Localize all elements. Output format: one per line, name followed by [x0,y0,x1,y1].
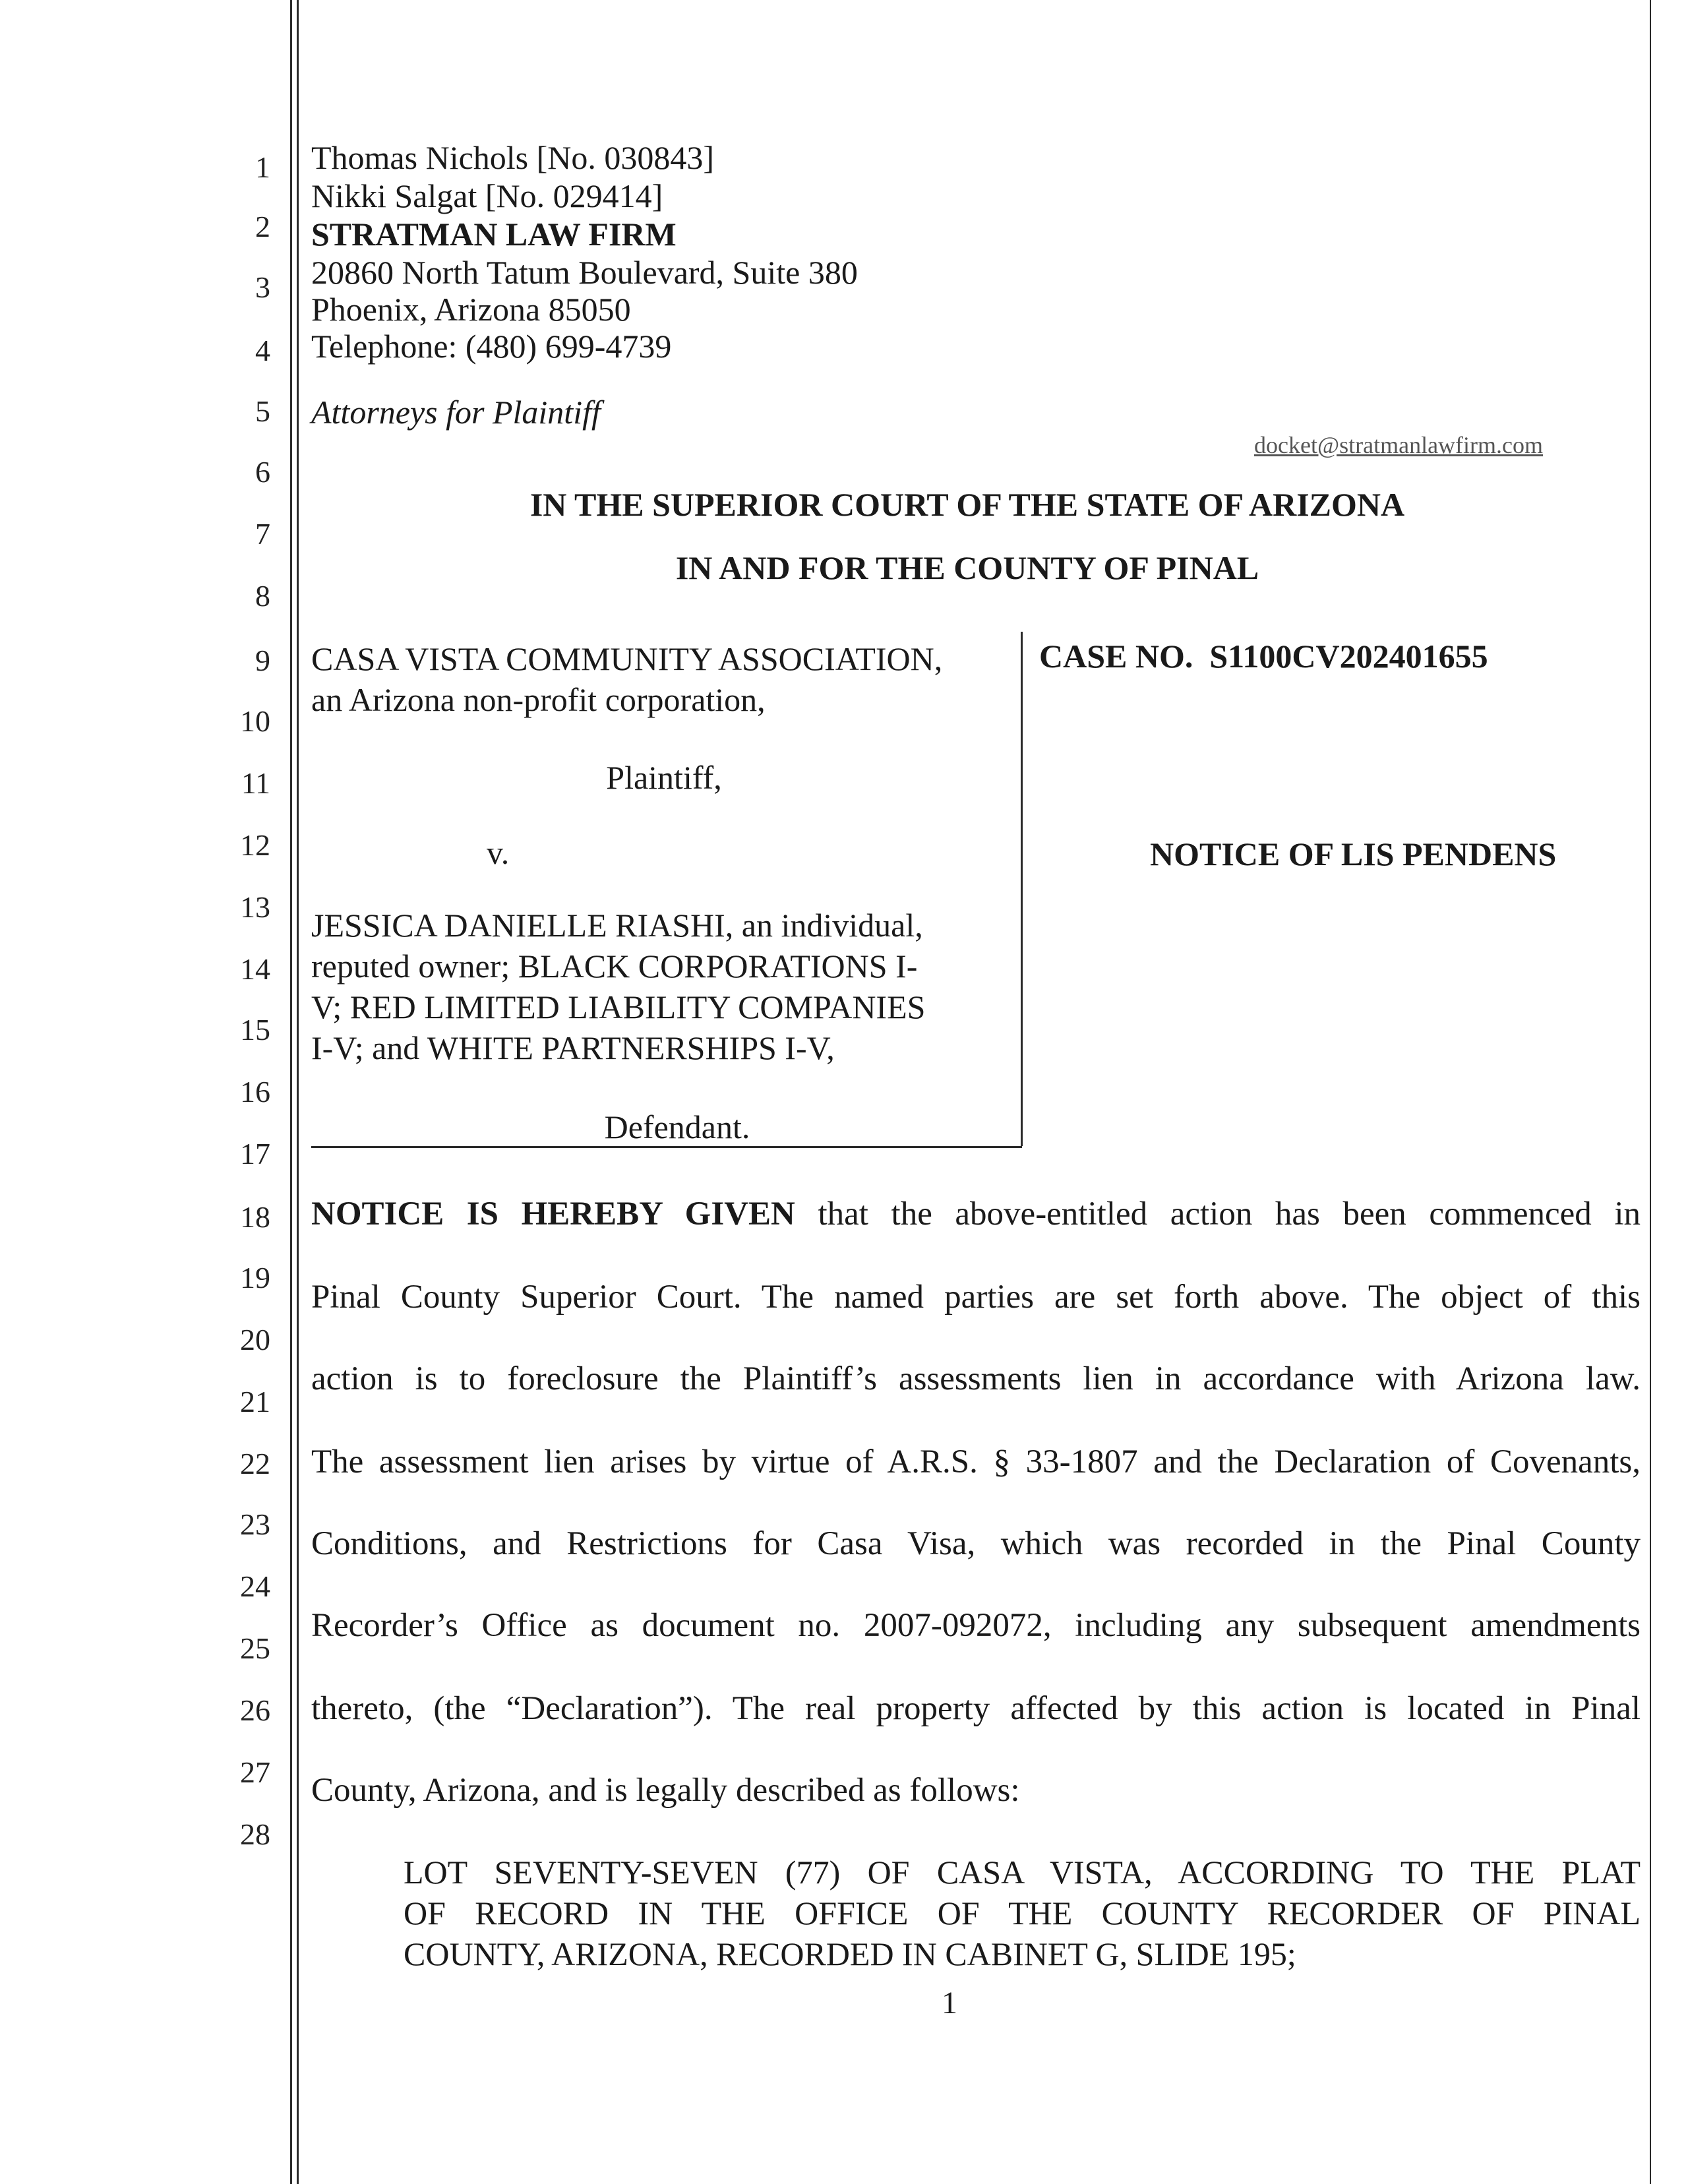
line-number: 2 [255,210,270,243]
caption-bottom-rule [311,1146,1022,1148]
line-number: 14 [240,952,270,986]
line-number: 8 [255,579,270,613]
line-number: 26 [240,1693,270,1727]
line-number: 24 [240,1569,270,1603]
body-line: thereto, (the “Declaration”). The real property affected by this action is located in Pinal [311,1690,1641,1727]
line-number: 3 [255,270,270,304]
body-line: Pinal County Superior Court. The named parties are set forth above. The object of this [311,1279,1641,1316]
notice-lead: NOTICE IS HEREBY GIVEN [311,1196,795,1232]
line-number: 6 [255,455,270,489]
body-line: Recorder’s Office as document no. 2007-092072, including any subsequent amendments [311,1607,1641,1644]
case-number-label: CASE NO. [1039,638,1193,675]
line-number: 13 [240,890,270,924]
firm-address-2: Phoenix, Arizona 85050 [311,291,631,328]
line-number: 5 [255,394,270,428]
body-line: The assessment lien arises by virtue of A.R.S. § 33-1807 and the Declaration of Covenants, [311,1443,1641,1480]
line-number: 21 [240,1385,270,1418]
line-number: 1 [255,150,270,184]
body-line: County, Arizona, and is legally described as follows: [311,1772,1020,1809]
line-number: 19 [240,1261,270,1294]
defendant-line: JESSICA DANIELLE RIASHI, an individual, [311,907,923,944]
case-number [1039,636,1488,677]
legal-line: OF RECORD IN THE OFFICE OF THE COUNTY RECORDER OF PINAL [404,1895,1641,1931]
firm-email: docket@stratmanlawfirm.com [1254,432,1544,458]
plaintiff-label: Plaintiff, [606,759,722,796]
legal-line: LOT SEVENTY-SEVEN (77) OF CASA VISTA, ACCORDING TO THE PLAT [404,1854,1641,1891]
line-number: 11 [241,766,270,800]
plaintiff-name: CASA VISTA COMMUNITY ASSOCIATION, [311,640,943,677]
defendant-label: Defendant. [604,1108,750,1145]
line-number: 10 [240,704,270,738]
right-margin-rule [1650,0,1651,2184]
line-number: 7 [255,517,270,551]
line-number: 9 [255,644,270,677]
left-margin-rule-inner [297,0,299,2184]
notice-lead-rest: that the above-entitled action has been commenced in [795,1196,1641,1232]
document-title: NOTICE OF LIS PENDENS [1150,835,1557,872]
defendant-line: V; RED LIMITED LIABILITY COMPANIES [311,988,926,1025]
body-line [311,1194,1641,1234]
line-number: 18 [240,1200,270,1234]
line-number: 28 [240,1817,270,1851]
case-number-value: S1100CV202401655 [1209,638,1488,675]
legal-line: COUNTY, ARIZONA, RECORDED IN CABINET G, SLIDE 195; [404,1935,1296,1972]
line-number: 4 [255,334,270,367]
line-number: 27 [240,1755,270,1789]
court-title-line-2: IN AND FOR THE COUNTY OF PINAL [675,549,1259,586]
left-margin-rule-outer [290,0,292,2184]
attorney-name-2: Nikki Salgat [No. 029414] [311,177,663,214]
firm-telephone: Telephone: (480) 699-4739 [311,328,672,365]
plaintiff-description: an Arizona non-profit corporation, [311,681,766,718]
line-number: 17 [240,1137,270,1170]
firm-address-1: 20860 North Tatum Boulevard, Suite 380 [311,254,858,291]
caption-divider [1021,632,1023,1146]
page-number: 1 [942,1986,957,2020]
defendant-line: reputed owner; BLACK CORPORATIONS I- [311,948,918,985]
line-number: 16 [240,1075,270,1108]
attorney-name-1: Thomas Nichols [No. 030843] [311,139,715,176]
line-number: 22 [240,1447,270,1480]
firm-name: STRATMAN LAW FIRM [311,216,677,253]
attorney-role: Attorneys for Plaintiff [311,394,601,431]
body-line: action is to foreclosure the Plaintiff’s assessments lien in accordance with Arizona law. [311,1360,1641,1397]
body-line: Conditions, and Restrictions for Casa Visa, which was recorded in the Pinal County [311,1525,1641,1562]
line-number: 20 [240,1323,270,1356]
line-number: 12 [240,828,270,862]
versus: v. [487,834,510,871]
line-number: 25 [240,1631,270,1665]
line-number: 23 [240,1507,270,1541]
court-title-line-1: IN THE SUPERIOR COURT OF THE STATE OF ARIZONA [529,486,1405,523]
defendant-line: I-V; and WHITE PARTNERSHIPS I-V, [311,1029,835,1066]
line-number: 15 [240,1013,270,1046]
